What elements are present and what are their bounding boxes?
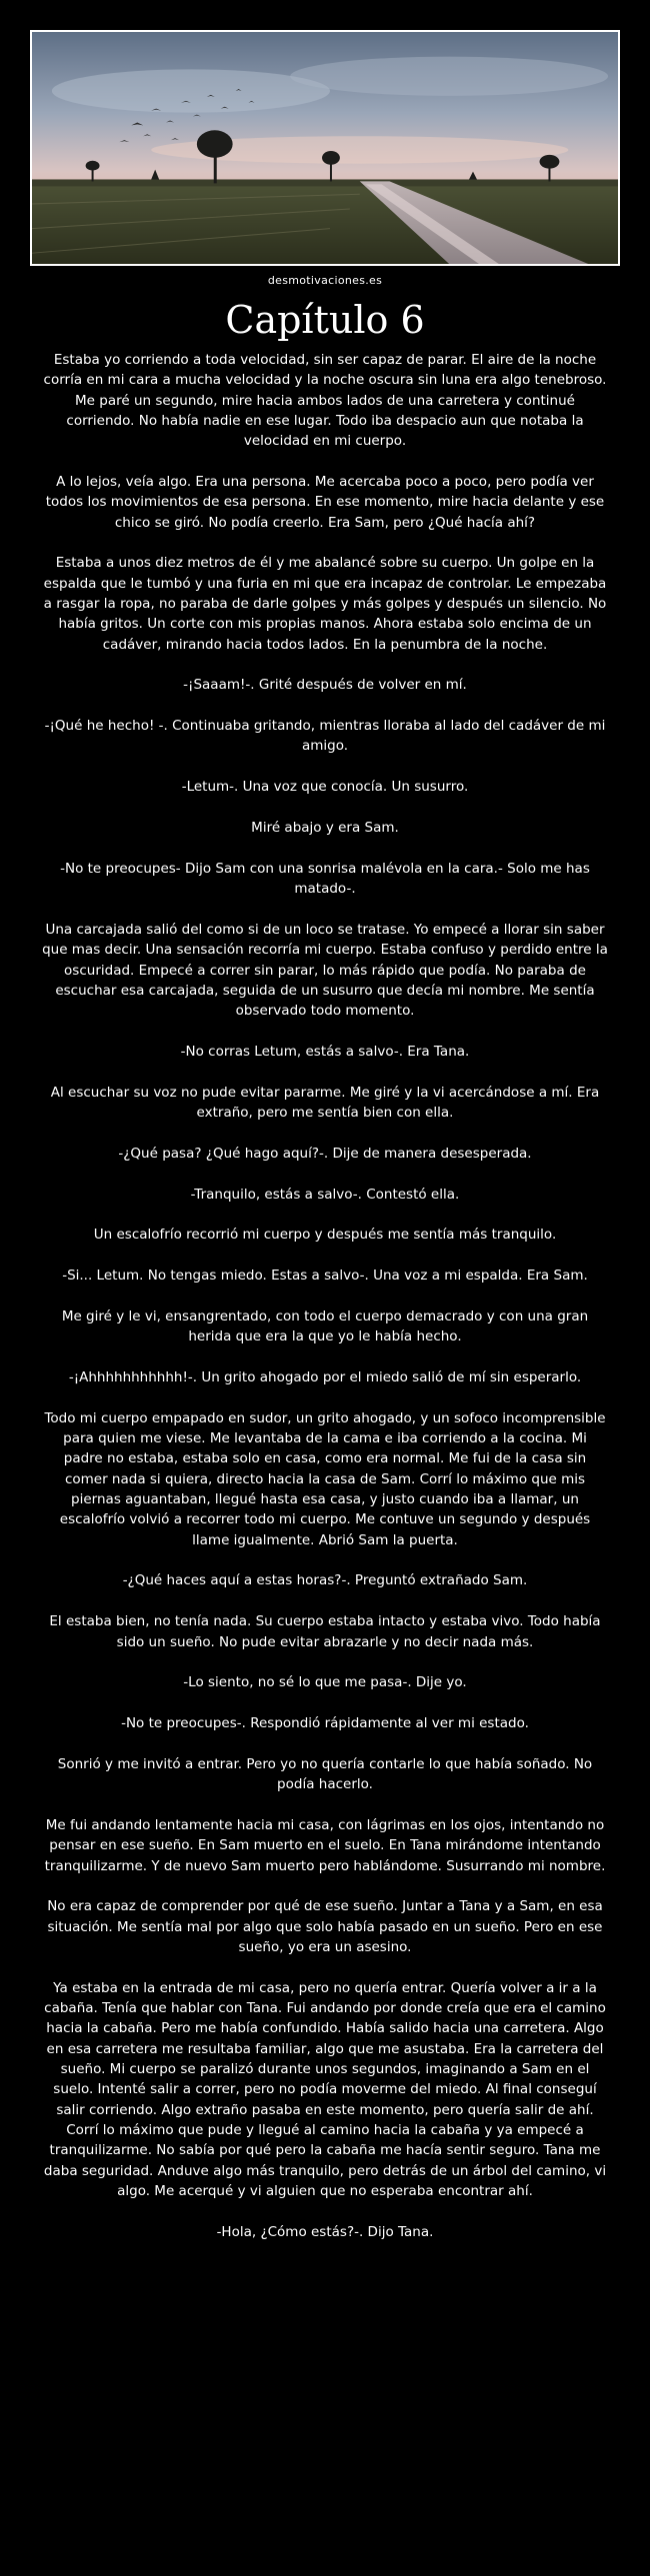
story-paragraph: -Letum-. Una voz que conocía. Un susurro.	[181, 779, 469, 796]
story-paragraph: Todo mi cuerpo empapado en sudor, un grito ahogado, y un sofoco incomprensible para quien me viese. Me levantaba de la cama e iba corriendo a la cocina. Mi padre no estaba, estaba solo en casa, como era normal. Me fui de la casa sin comer nada si quiera, directo hacia la casa de Sam. Corrí lo máximo que mis piernas aguantaban, llegué hasta esa casa, y justo cuando iba a llamar, un escalofrío volvió a recorrer todo mi cuerpo. Me contuve un segundo y después llame igualmente. Abrió Sam la puerta.	[44, 1409, 606, 1548]
story-paragraph: -¿Qué pasa? ¿Qué hago aquí?-. Dije de manera desesperada.	[118, 1145, 532, 1162]
story-paragraph: -¡Ahhhhhhhhhhh!-. Un grito ahogado por el miedo salió de mí sin esperarlo.	[68, 1369, 582, 1386]
story-paragraph: -¿Qué haces aquí a estas horas?-. Preguntó extrañado Sam.	[122, 1572, 528, 1589]
story-paragraph: -Hola, ¿Cómo estás?-. Dijo Tana.	[216, 2223, 434, 2240]
story-paragraph: Al escuchar su voz no pude evitar pararme. Me giré y la vi acercándose a mí. Era extraño, pero me sentía bien con ella.	[50, 1084, 600, 1122]
story-paragraph: No era capaz de comprender por qué de ese sueño. Juntar a Tana y a Sam, en esa situación. Me sentía mal por algo que solo había pasado en un sueño. Pero en ese sueño, yo era un asesino.	[47, 1898, 603, 1956]
story-paragraph: Me giré y le vi, ensangrentado, con todo el cuerpo demacrado y con una gran herida que era la que yo le había hecho.	[61, 1308, 589, 1345]
story-paragraph: Estaba yo corriendo a toda velocidad, sin ser capaz de parar. El aire de la noche corría en mi cara a mucha velocidad y la noche oscura sin luna era algo tenebroso. Me paré un segundo, mire hacia ambos lados de una carretera y continué corriendo. No había nadie en ese lugar. Todo iba despacio aun que notaba la velocidad en mi cuerpo.	[43, 352, 607, 450]
story-paragraph: Sonrió y me invitó a entrar. Pero yo no quería contarle lo que había soñado. No podía hacerlo.	[57, 1755, 593, 1793]
story-paragraph: -No te preocupes- Dijo Sam con una sonrisa malévola en la cara.- Solo me has matado-.	[60, 860, 590, 898]
story-paragraph: -¡Saaam!-. Grité después de volver en mí.	[183, 677, 467, 694]
story-paragraph: A lo lejos, veía algo. Era una persona. Me acercaba poco a poco, pero podía ver todos los movimientos de esa persona. En ese momento, mire hacia delante y ese chico se giró. No podía creerlo. Era Sam, pero ¿Qué hacía ahí?	[45, 473, 605, 531]
story-paragraph: Me fui andando lentamente hacia mi casa, con lágrimas en los ojos, intentando no pensar en ese sueño. En Sam muerto en el suelo. En Tana mirándome intentando tranquilizarme. Y de nuevo Sam muerto pero hablándome. Susurrando mi nombre.	[44, 1817, 606, 1874]
brand-watermark: desmotivaciones.es	[267, 274, 383, 287]
chapter-title: Capítulo 6	[225, 298, 425, 342]
poster-image	[30, 30, 620, 266]
story-paragraph: -No te preocupes-. Respondió rápidamente al ver mi estado.	[121, 1715, 529, 1732]
story-paragraph: Ya estaba en la entrada de mi casa, pero no quería entrar. Quería volver a ir a la cabaña. Tenía que hablar con Tana. Fui andando por donde creía que era el camino hacia la cabaña. Pero me había confundido. Había salido hacia una carretera. Algo en esa carretera me resultaba familiar, algo que me asustaba. Era la carretera del sueño. Mi cuerpo se paralizó durante unos segundos, imaginando a Sam en el suelo. Intenté salir a correr, pero no podía moverme del miedo. Al final conseguí salir corriendo. Algo extraño pasaba en este momento, pero quería salir de ahí. Corrí lo máximo que pude y llegué al camino hacia la cabaña y ya empecé a tranquilizarme. No sabía por qué pero la cabaña me hacía sentir seguro. Tana me daba seguridad. Anduve algo más tranquilo, pero detrás de un árbol del camino, vi algo. Me acerqué y vi alguien que no esperaba encontrar ahí.	[43, 1979, 607, 2199]
story-paragraph: -¡Qué he hecho! -. Continuaba gritando, mientras lloraba al lado del cadáver de mi amigo.	[44, 718, 606, 755]
story-paragraph: -Tranquilo, estás a salvo-. Contestó ella.	[190, 1186, 460, 1203]
story-paragraph: -Si... Letum. No tengas miedo. Estas a salvo-. Una voz a mi espalda. Era Sam.	[62, 1268, 588, 1285]
story-paragraph: Miré abajo y era Sam.	[251, 820, 399, 837]
story-paragraph: Un escalofrío recorrió mi cuerpo y después me sentía más tranquilo.	[93, 1227, 557, 1244]
story-paragraph: -No corras Letum, estás a salvo-. Era Tana.	[180, 1043, 470, 1060]
story-text	[42, 350, 608, 2262]
story-paragraph: Una carcajada salió del como si de un loco se tratase. Yo empecé a llorar sin saber que mas decir. Una sensación recorría mi cuerpo. Estaba confuso y perdido entre la oscuridad. Empecé a correr sin parar, lo más rápido que podía. No paraba de escuchar esa carcajada, seguida de un susurro que decía mi nombre. Me sentía observado todo momento.	[42, 921, 608, 1020]
story-paragraph: El estaba bien, no tenía nada. Su cuerpo estaba intacto y estaba vivo. Todo había sido un sueño. No pude evitar abrazarle y no decir nada más.	[49, 1613, 601, 1650]
sunset-field-photo	[32, 32, 618, 264]
story-paragraph: -Lo siento, no sé lo que me pasa-. Dije yo.	[183, 1674, 467, 1691]
story-paragraph: Estaba a unos diez metros de él y me abalancé sobre su cuerpo. Un golpe en la espalda que le tumbó y una furia en mi que era incapaz de controlar. Le empezaba a rasgar la ropa, no paraba de darle golpes y más golpes y después un silencio. No había gritos. Un corte con mis propias manos. Ahora estaba solo encima de un cadáver, mirando hacia todos lados. En la penumbra de la noche.	[43, 555, 607, 653]
